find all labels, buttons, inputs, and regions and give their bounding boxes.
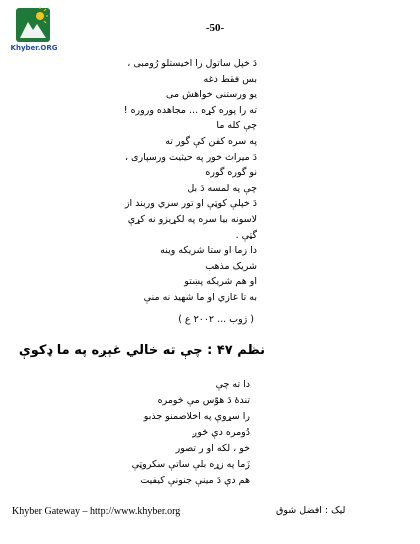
poem-line: نو گوره گوره <box>205 167 257 179</box>
poem-line: دُومره دې څوږ <box>192 427 250 438</box>
poem-line: گټې . <box>235 229 257 241</box>
poem-stanza-2 <box>132 377 250 489</box>
poem-line: ته را پوره کړه ... مجاهده وروره ! <box>123 104 257 116</box>
logo-caption: Khyber.ORG <box>10 44 58 52</box>
footer-author: لیک : افضل شوق <box>276 505 346 516</box>
poem-line: چې کله ما <box>216 120 257 132</box>
poem-line: یو ورستنی خواهش می <box>166 89 257 101</box>
poem-line: دَ میراث خور په حیثیت ورسپاری ، <box>124 151 257 163</box>
poem-heading: نظم ۴۷ : چې ته خالي غېږه په ما ډکوې <box>18 343 265 358</box>
poem-line: بس فقط دغه <box>203 73 257 85</box>
poem-line: او هم شریکه پښتو <box>184 276 257 288</box>
poem-line: لاسونه بیا سره په لکړیزو نه کړې <box>127 213 257 225</box>
poem-line: په سره کفن کې گور ته <box>165 135 257 147</box>
poem-line: شریک مذهب <box>205 260 257 272</box>
poem-stanza-1 <box>124 56 257 306</box>
poem-line: را سړوې په اخلاصمنو جذبو <box>143 411 250 422</box>
poem-line: دَ خپل ساتول را اخیستلو رُومبی ، <box>127 58 257 69</box>
poem-line: چې په لمسه دَ بل <box>187 182 257 194</box>
poem-line: هم دې دَ مینې جنونې کیفیت <box>140 475 250 486</box>
poem-line: دا زما او ستا شریکه وینه <box>160 245 257 257</box>
poem-line: زَما په زړه بلې ساتې سکروټې <box>131 459 250 470</box>
page-number: -50- <box>205 22 225 34</box>
poem-line: دا ته چې <box>215 379 250 390</box>
poem-line: دَ خپلې کوټې او تور سري وربند از <box>124 198 257 210</box>
poem-line: تندهٔ دَ هوّس مې څومره <box>157 395 250 406</box>
poem-source-note: ( ژوب ... ۲۰۰۲ ع ) <box>178 314 254 325</box>
footer-website: Khyber Gateway – http://www.khyber.org <box>12 506 181 517</box>
poem-line: خو ، لکه او ر تصور <box>175 443 250 454</box>
poem-line: به تا غازي او ما شهید نه منې <box>143 291 257 303</box>
